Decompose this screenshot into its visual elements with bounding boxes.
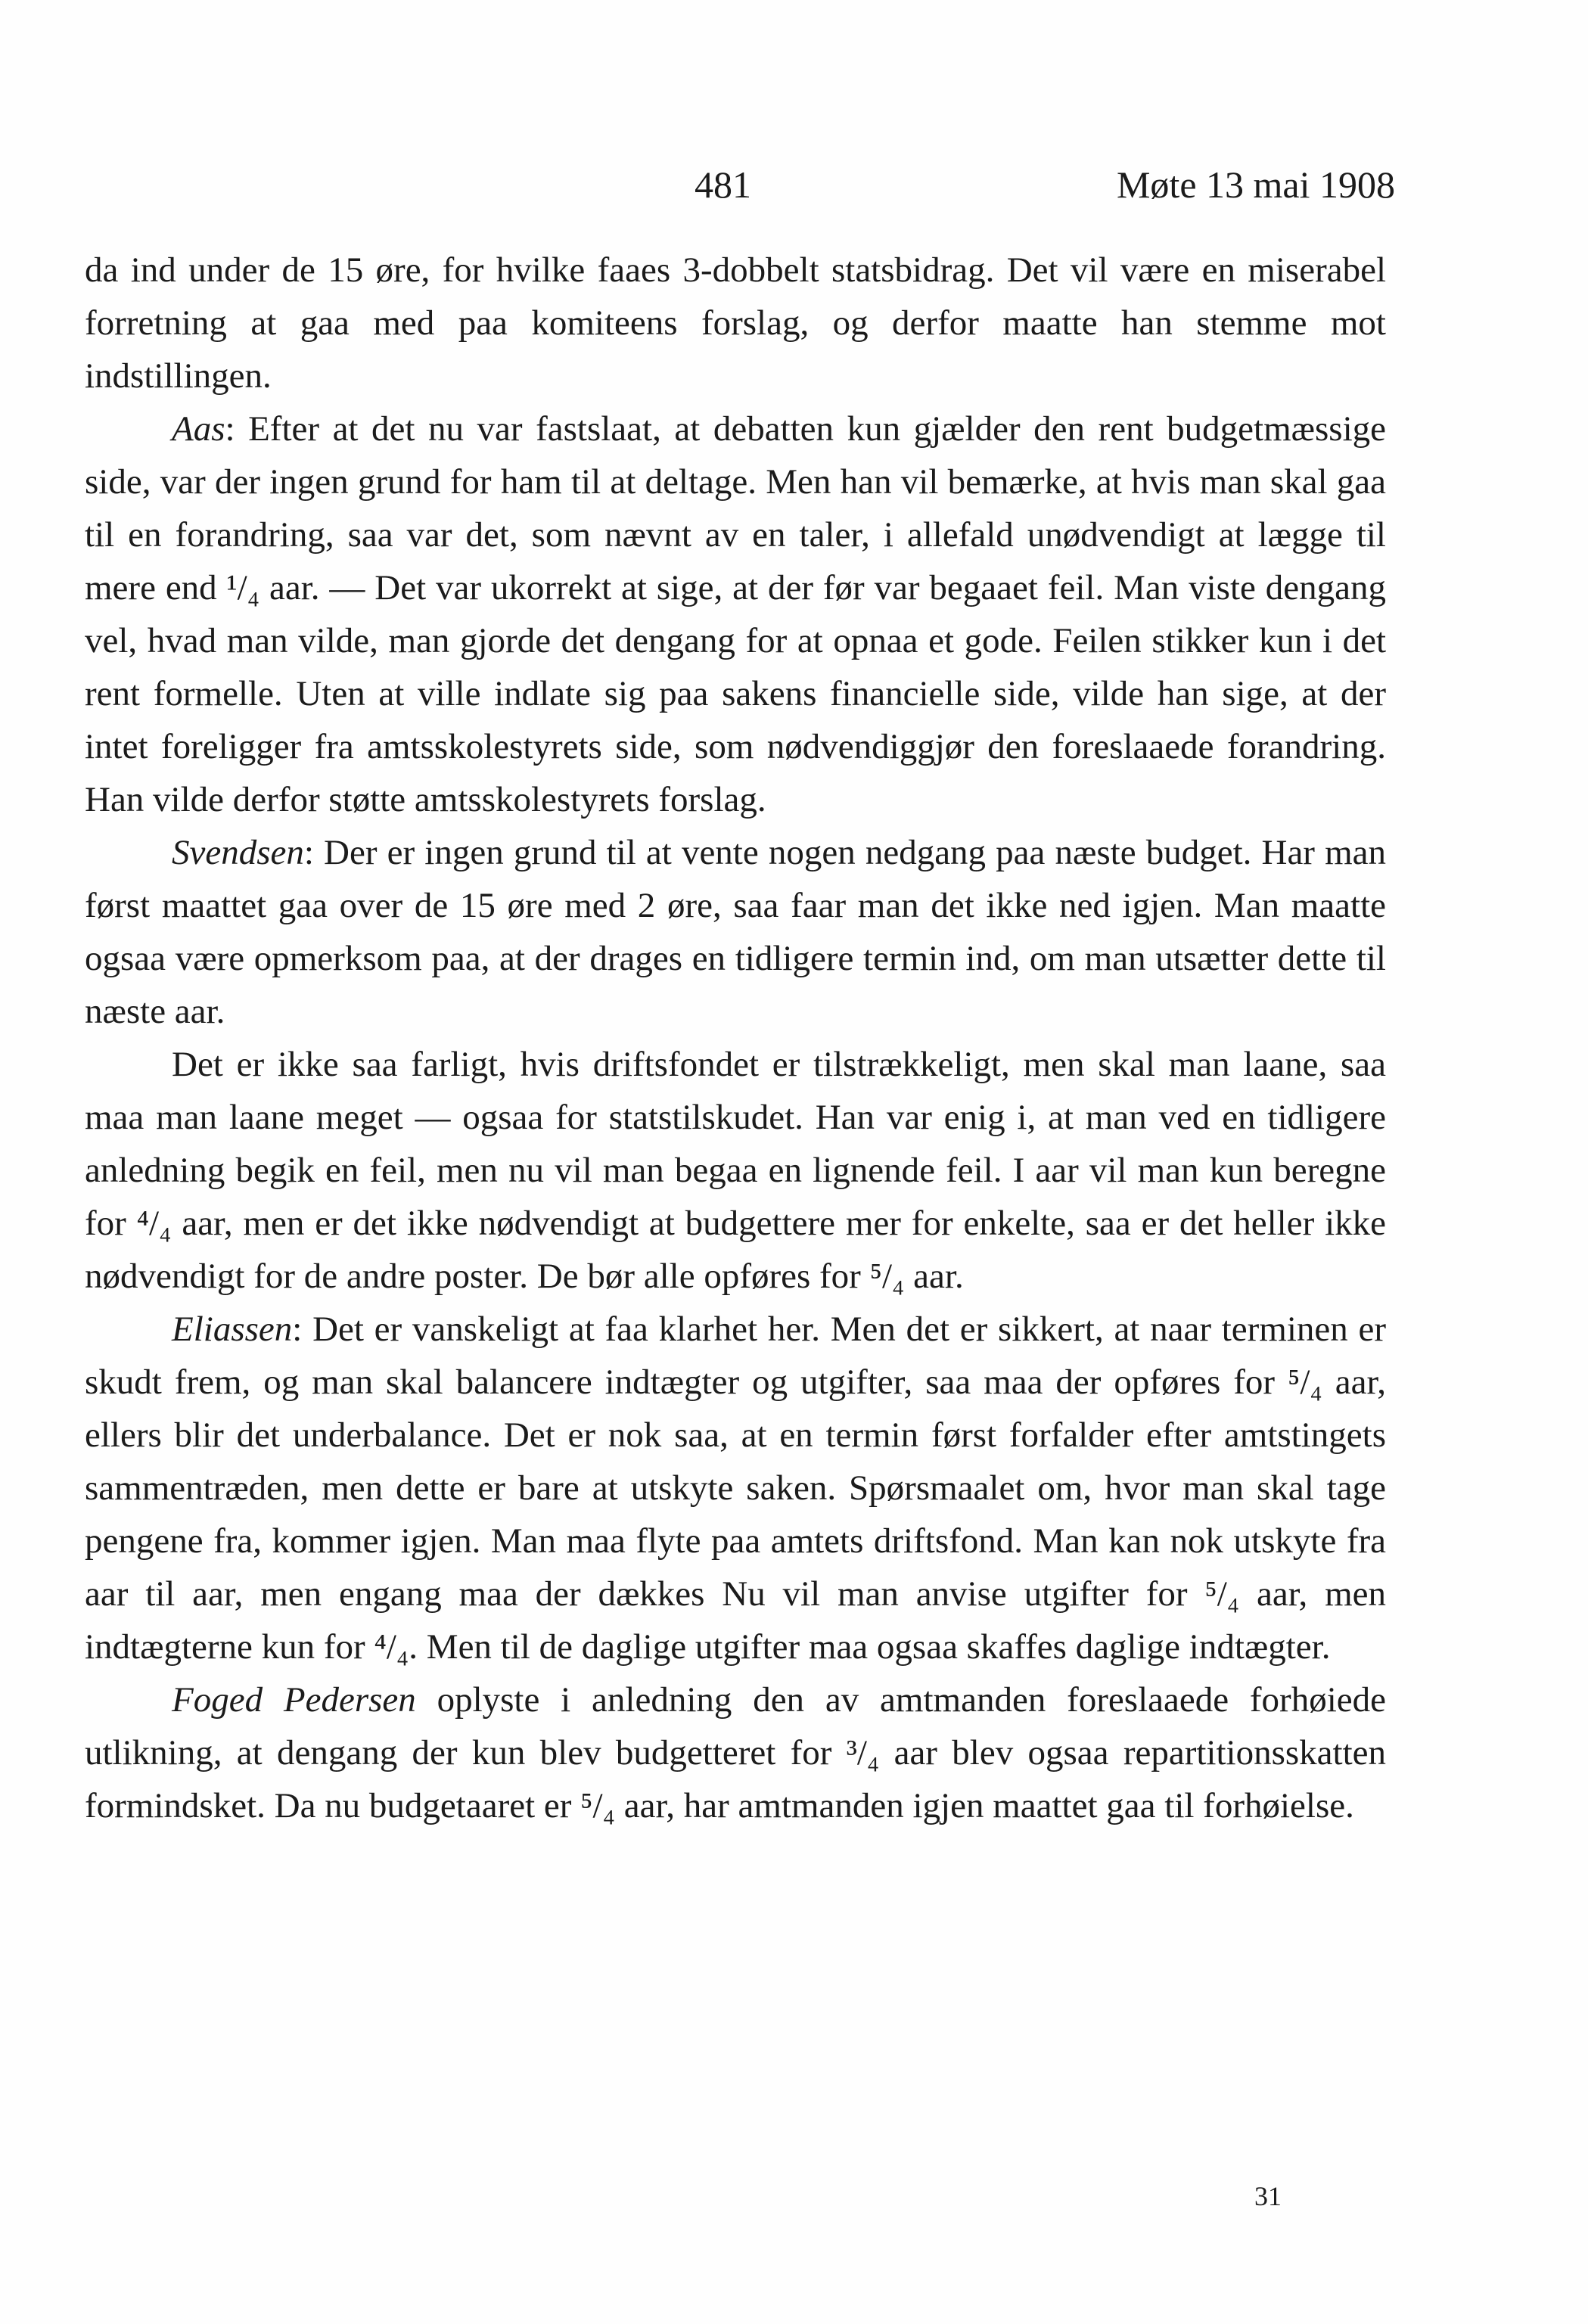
page-header xyxy=(0,163,1588,208)
page-number: 481 xyxy=(695,163,751,206)
paragraph-text: : Der er ingen grund til at vente nogen nedgang paa næste budget. Har man først maattet gaa over de 15 øre med 2 øre, saa faar man det ikke ned igjen. Man maatte ogsaa være opmerksom paa, at der drages en tidligere termin ind, om man utsætter dette til næste aar. xyxy=(85,833,1386,1031)
paragraph-aas xyxy=(85,402,1386,826)
paragraph-eliassen xyxy=(85,1303,1386,1673)
paragraph-continuation xyxy=(85,244,1386,402)
body-text xyxy=(85,244,1386,1832)
paragraph-text: oplyste i anledning den av amtmanden foreslaaede forhøiede utlikning, at dengang der kun blev budgetteret for ³/₄ aar blev ogsaa repartitionsskatten formindsket. Da nu budgetaaret er ⁵/₄ aar, har amtmanden igjen maattet gaa til forhøielse. xyxy=(85,1680,1386,1825)
signature-mark: 31 xyxy=(1254,2181,1282,2211)
paragraph-svendsen-continued xyxy=(85,1038,1386,1303)
paragraph-text: da ind under de 15 øre, for hvilke faaes 3-dobbelt statsbidrag. Det vil være en miserabel forretning at gaa med paa komiteens forslag, og derfor maatte han stemme mot indstillingen. xyxy=(85,250,1386,396)
paragraph-svendsen xyxy=(85,826,1386,1038)
paragraph-text: : Det er vanskeligt at faa klarhet her. Men det er sikkert, at naar terminen er skudt frem, og man skal balancere indtægter og utgifter, saa maa der opføres for ⁵/₄ aar, ellers blir det underbalance. Det er nok saa, at en termin først forfalder efter amtstingets sammentræden, men dette er bare at utskyte saken. Spørsmaalet om, hvor man skal tage pengene fra, kommer igjen. Man maa flyte paa amtets driftsfond. Man kan nok utskyte fra aar til aar, men engang maa der dækkes Nu vil man anvise utgifter for ⁵/₄ aar, men indtægterne kun for ⁴/₄. Men til de daglige utgifter maa ogsaa skaffes daglige indtægter. xyxy=(85,1310,1386,1667)
paragraph-foged-pedersen xyxy=(85,1673,1386,1832)
paragraph-text: Det er ikke saa farligt, hvis driftsfondet er tilstrækkeligt, men skal man laane, saa maa man laane meget — ogsaa for statstilskudet. Han var enig i, at man ved en tidligere anledning begik en feil, men nu vil man begaa en lignende feil. I aar vil man kun beregne for ⁴/₄ aar, men er det ikke nødvendigt at budgettere mer for enkelte, saa er det heller ikke nødvendigt for de andre poster. De bør alle opføres for ⁵/₄ aar. xyxy=(85,1045,1386,1296)
speaker-name: Foged Pedersen xyxy=(172,1680,416,1720)
speaker-name: Eliassen xyxy=(172,1310,293,1349)
speaker-name: Aas xyxy=(172,409,225,449)
speaker-name: Svendsen xyxy=(172,833,304,872)
running-head: Møte 13 mai 1908 xyxy=(1116,163,1395,206)
paragraph-text: : Efter at det nu var fastslaat, at debatten kun gjælder den rent budgetmæssige side, var der ingen grund for ham til at deltage. Men han vil bemærke, at hvis man skal gaa til en forandring, saa var det, som nævnt av en taler, i allefald unødvendigt at lægge til mere end ¹/₄ aar. — Det var ukorrekt at sige, at der før var begaaet feil. Man viste dengang vel, hvad man vilde, man gjorde det dengang for at opnaa et gode. Feilen stikker kun i det rent formelle. Uten at ville indlate sig paa sakens financielle side, vilde han sige, at der intet foreligger fra amtsskolestyrets side, som nødvendiggjør den foreslaaede forandring. Han vilde derfor støtte amtsskolestyrets forslag. xyxy=(85,409,1386,819)
